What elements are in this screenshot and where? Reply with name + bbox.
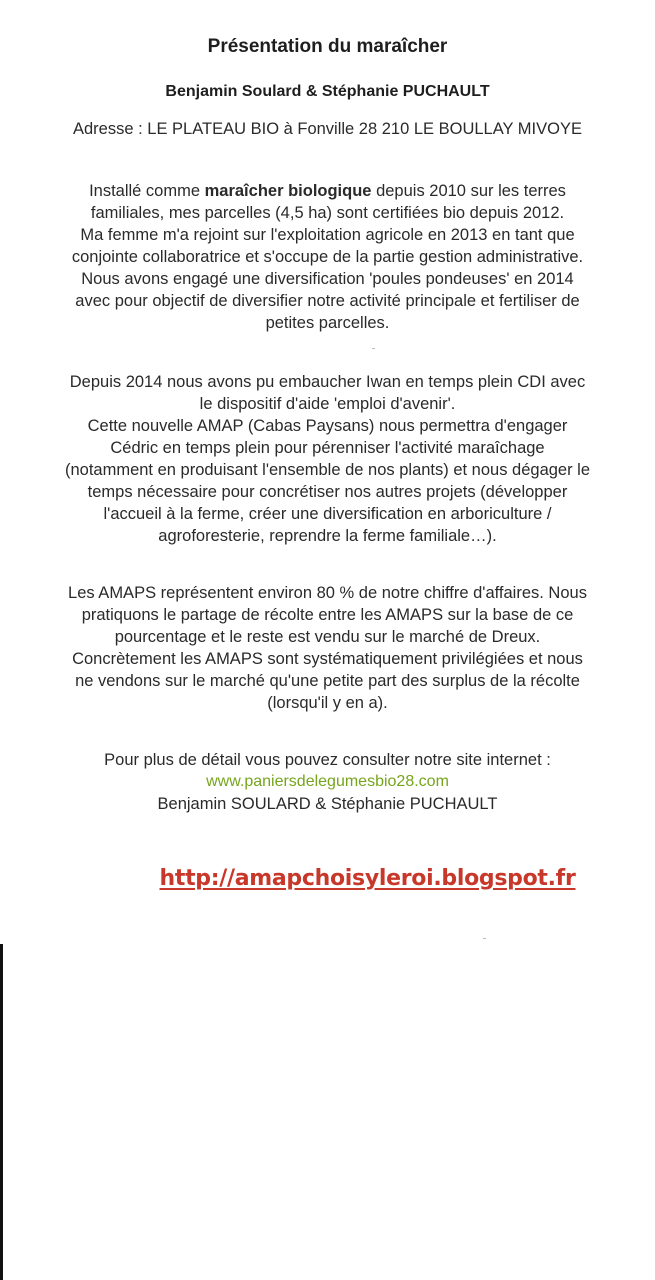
scan-speck — [372, 348, 375, 349]
paragraph-line: Les AMAPS représentent environ 80 % de notre chiffre d'affaires. Nous — [68, 584, 587, 602]
paragraph-line: le dispositif d'aide 'emploi d'avenir'. — [199, 395, 456, 413]
paragraph-line: Cédric en temps plein pour pérenniser l'activité maraîchage — [110, 439, 545, 457]
address-line: Adresse : LE PLATEAU BIO à Fonville 28 210 LE BOULLAY MIVOYE — [73, 120, 582, 138]
paragraph-line: conjointe collaboratrice et s'occupe de la partie gestion administrative. — [71, 248, 584, 266]
paragraph-line: ne vendons sur le marché qu'une petite part des surplus de la récolte — [75, 672, 580, 690]
closing-line: Pour plus de détail vous pouvez consulter notre site internet : — [104, 751, 551, 769]
paragraph-amaps — [22, 582, 633, 714]
paragraph-line: Depuis 2014 nous avons pu embaucher Iwan en temps plein CDI avec — [69, 373, 586, 391]
scan-speck — [483, 938, 486, 939]
blog-link[interactable]: http://amapchoisyleroi.blogspot.fr — [159, 866, 576, 891]
paragraph-line: agroforesterie, reprendre la ferme familiale…). — [158, 527, 497, 545]
website-link[interactable]: www.paniersdelegumesbio28.com — [206, 773, 449, 790]
text-run: depuis 2010 sur les terres — [371, 182, 566, 200]
paragraph-line: petites parcelles. — [265, 314, 390, 332]
scan-edge-mark — [0, 944, 3, 1280]
paragraph-line: (lorsqu'il y en a). — [267, 694, 388, 712]
document-title: Présentation du maraîcher — [207, 36, 448, 57]
paragraph-line: l'accueil à la ferme, créer une diversification en arboriculture / — [103, 505, 552, 523]
paragraph-staff — [22, 371, 633, 547]
paragraph-line: Ma femme m'a rejoint sur l'exploitation agricole en 2013 en tant que — [80, 226, 575, 244]
paragraph-line: avec pour objectif de diversifier notre activité principale et fertiliser de — [75, 292, 580, 310]
paragraph-line — [22, 180, 633, 202]
paragraph-line: Concrètement les AMAPS sont systématiquement privilégiées et nous — [72, 650, 583, 668]
paragraph-line: familiales, mes parcelles (4,5 ha) sont certifiées bio depuis 2012. — [90, 204, 565, 222]
authors-heading: Benjamin Soulard & Stéphanie PUCHAULT — [165, 83, 490, 100]
paragraph-intro — [22, 180, 633, 334]
text-run: Installé comme — [89, 182, 205, 200]
bold-text: maraîcher biologique — [204, 182, 372, 200]
paragraph-line: temps nécessaire pour concrétiser nos autres projets (développer — [87, 483, 568, 501]
paragraph-line: (notamment en produisant l'ensemble de nos plants) et nous dégager le — [64, 461, 591, 479]
paragraph-line: pourcentage et le reste est vendu sur le marché de Dreux. — [114, 628, 541, 646]
paragraph-line: pratiquons le partage de récolte entre les AMAPS sur la base de ce — [81, 606, 574, 624]
signature-line: Benjamin SOULARD & Stéphanie PUCHAULT — [157, 795, 498, 813]
paragraph-line: Cette nouvelle AMAP (Cabas Paysans) nous permettra d'engager — [87, 417, 568, 435]
closing-block — [0, 749, 655, 815]
paragraph-line: Nous avons engagé une diversification 'poules pondeuses' en 2014 — [81, 270, 574, 288]
